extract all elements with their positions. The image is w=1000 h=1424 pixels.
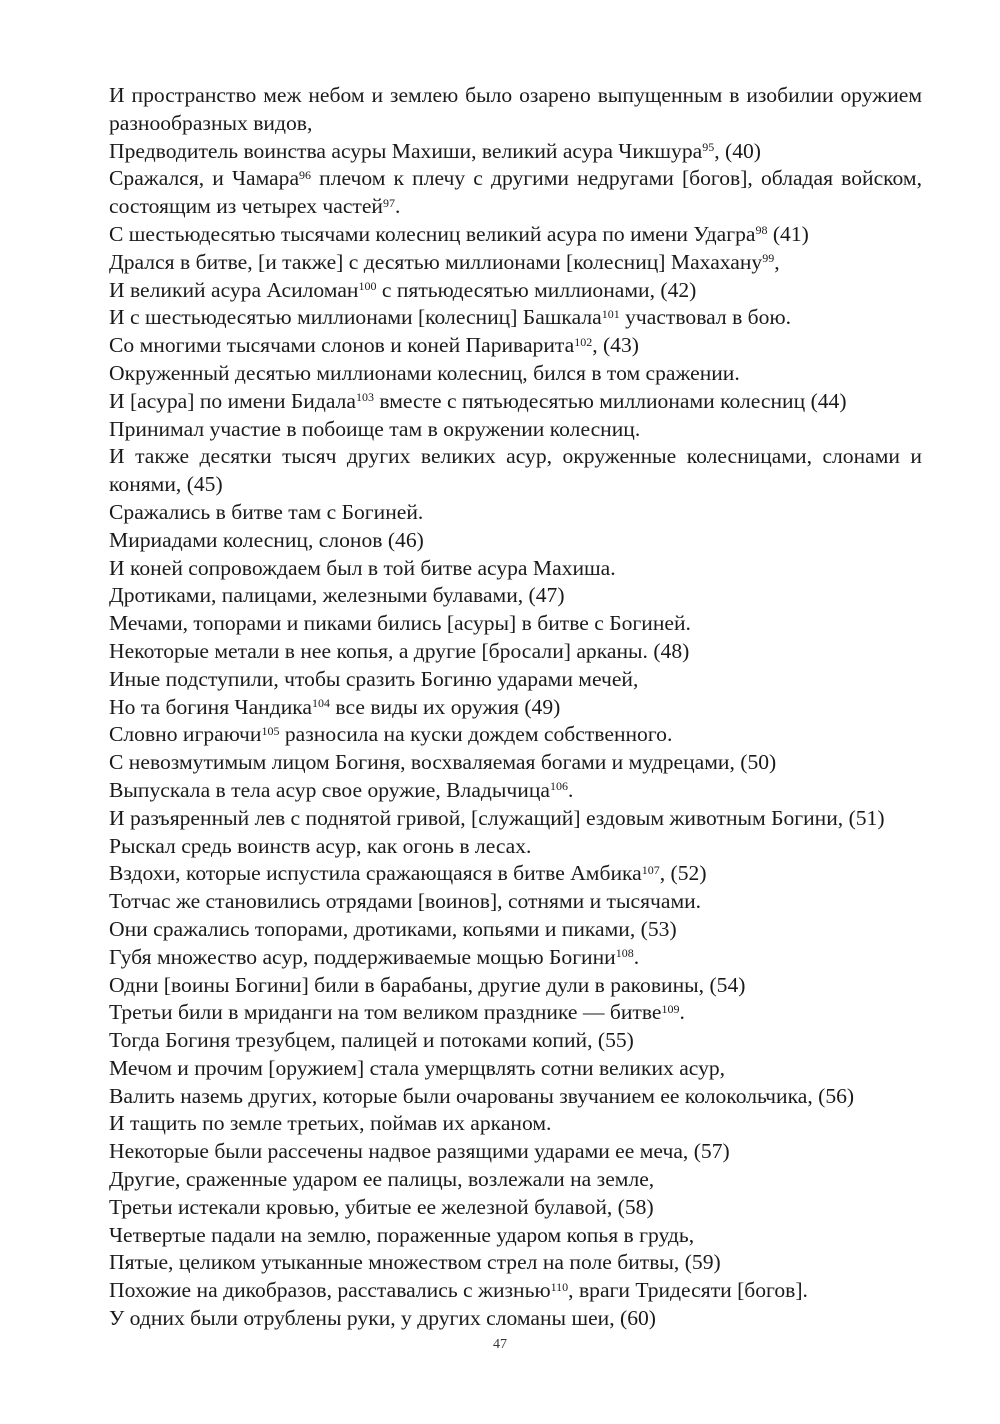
verse-line-text: Некоторые были рассечены надвое разящими ударами ее меча, (57) [109, 1139, 730, 1164]
verse-line-text: Тогда Богиня трезубцем, палицей и потоками копий, (55) [109, 1028, 634, 1053]
footnote-marker: 107 [641, 862, 660, 877]
verse-line-text: Словно играючи [109, 722, 262, 747]
verse-line-text: Мечами, топорами и пиками бились [асуры] в битве с Богиней. [109, 611, 691, 636]
verse-line-text: Сражались в битве там с Богиней. [109, 499, 424, 524]
footnote-marker: 110 [550, 1279, 569, 1294]
footnote-marker: 95 [702, 140, 715, 154]
verse-line-text-tail: , (52) [659, 861, 707, 886]
footnote-marker: 105 [261, 723, 280, 738]
verse-line-text: У одних были отрублены руки, у других сломаны шеи, (60) [109, 1306, 656, 1331]
footnote-marker: 102 [574, 334, 593, 349]
footnote-marker: 108 [615, 946, 634, 961]
verse-line [109, 527, 922, 555]
verse-line [109, 277, 922, 305]
verse-line [109, 582, 922, 610]
verse-line-text: Выпускала в тела асур свое оружие, Владычица [109, 777, 550, 802]
footnote-marker: 100 [358, 278, 377, 293]
verse-line-text-tail: . [679, 1000, 685, 1025]
verse-line [109, 694, 922, 722]
verse-line [109, 1138, 922, 1166]
verse-line [109, 1277, 922, 1305]
verse-line-text: Сражался, и Чамара [109, 166, 300, 191]
footnote-marker: 106 [549, 779, 568, 794]
verse-line [109, 443, 922, 499]
footnote-marker: 109 [661, 1001, 680, 1016]
verse-line-text: И [асура] по имени Бидала [109, 388, 356, 413]
verse-line [109, 999, 922, 1027]
verse-line-text: Вздохи, которые испустила сражающаяся в битве Амбика [109, 861, 642, 886]
verse-line [109, 805, 922, 833]
verse-line-text-tail: вместе с пятьюдесятью миллионами колесниц (44) [373, 388, 847, 413]
verse-line [109, 1027, 922, 1055]
verse-line [109, 777, 922, 805]
verse-line [109, 555, 922, 583]
verse-line-text-tail: все виды их оружия (49) [330, 694, 561, 719]
verse-line [109, 138, 922, 166]
verse-line [109, 1222, 922, 1250]
verse-line-text: Четвертые падали на землю, пораженные ударом копья в грудь, [109, 1222, 695, 1247]
verse-line-text: Похожие на дикобразов, расставались с жизнью [109, 1278, 551, 1303]
footnote-marker: 98 [755, 223, 768, 238]
verse-line-text: Некоторые метали в нее копья, а другие [бросали] арканы. (48) [109, 638, 690, 663]
verse-line-text-tail: , враги Тридесяти [богов]. [568, 1278, 808, 1303]
verse-line-text: Другие, сраженные ударом ее палицы, возлежали на земле, [109, 1167, 655, 1192]
verse-line [109, 165, 922, 221]
verse-line-text: Принимал участие в побоище там в окружении колесниц. [109, 416, 641, 441]
verse-line [109, 721, 922, 749]
verse-line-text: Одни [воины Богини] били в барабаны, другие дули в раковины, (54) [109, 972, 746, 997]
verse-line-text: Валить наземь других, которые были очарованы звучанием ее колокольчика, (56) [109, 1083, 855, 1108]
verse-line-text-tail: участвовал в бою. [619, 305, 791, 330]
verse-line [109, 249, 922, 277]
footnote-marker: 103 [355, 390, 374, 405]
verse-line-text: Иные подступили, чтобы сразить Богиню ударами мечей, [109, 666, 639, 691]
verse-line-text: Мириадами колесниц, слонов (46) [109, 527, 424, 552]
verse-line-text: Предводитель воинства асуры Махиши, великий асура Чикшура [109, 138, 703, 163]
verse-line [109, 638, 922, 666]
footnote-marker: 97 [383, 195, 395, 210]
verse-line [109, 749, 922, 777]
verse-line [109, 388, 922, 416]
verse-line-text: Губя множество асур, поддерживаемые мощью Богини [109, 944, 616, 969]
footnote-marker: 96 [299, 167, 312, 182]
verse-line-text: Тотчас же становились отрядами [воинов], сотнями и тысячами. [109, 889, 702, 914]
verse-line-text: Дрался в битве, [и также] с десятью миллионами [колесниц] Махахану [109, 249, 763, 274]
verse-line-text: Мечом и прочим [оружием] стала умерщвлять сотни великих асур, [109, 1055, 726, 1080]
verse-line-text: И также десятки тысяч других великих асур, окруженные колесницами, слонами и конями, (45) [109, 444, 922, 497]
verse-line [109, 1305, 922, 1333]
verse-line-text: Окруженный десятью миллионами колесниц, бился в том сражении. [109, 360, 740, 385]
verse-line [109, 82, 922, 138]
verse-line-text-tail: плечом к плечу с другими недругами [богов], обладая войском, состоящим из четырех частей [109, 166, 922, 219]
verse-line-text: И тащить по земле третьих, поймав их арканом. [109, 1111, 552, 1136]
footnote-marker: 104 [312, 695, 331, 710]
verse-line-text: Но та богиня Чандика [109, 694, 313, 719]
verse-line [109, 1110, 922, 1138]
verse-line [109, 972, 922, 1000]
verse-line [109, 1194, 922, 1222]
verse-line-text-tail: (41) [767, 221, 809, 246]
verse-line-text: И разъяренный лев с поднятой гривой, [служащий] ездовым животным Богини, (51) [109, 805, 885, 830]
verse-line-text-tail: , (40) [714, 138, 761, 163]
verse-line-text: Дротиками, палицами, железными булавами, (47) [109, 583, 565, 608]
verse-text-block [109, 82, 922, 1333]
verse-line-text-tail: . [567, 777, 574, 802]
verse-line-text: С невозмутимым лицом Богиня, восхваляемая богами и мудрецами, (50) [109, 750, 777, 775]
verse-line [109, 221, 922, 249]
verse-line [109, 1055, 922, 1083]
verse-line-text: Рыскал средь воинств асур, как огонь в лесах. [109, 833, 532, 858]
verse-line [109, 888, 922, 916]
verse-line-text: Пятые, целиком утыканные множеством стрел на поле битвы, (59) [109, 1250, 721, 1275]
verse-line [109, 360, 922, 388]
verse-line [109, 860, 922, 888]
footnote-marker: 101 [601, 306, 620, 321]
verse-line [109, 833, 922, 861]
verse-line-text: И великий асура Асиломан [109, 277, 359, 302]
verse-line [109, 304, 922, 332]
verse-line-text: С шестьюдесятью тысячами колесниц великий асура по имени Удагра [109, 221, 756, 246]
verse-line-text-tail: . [395, 194, 401, 219]
verse-line-text-tail: разносила на куски дождем собственного. [279, 722, 673, 747]
verse-line-text: Третьи били в мриданги на том великом празднике — битве [109, 1000, 662, 1025]
verse-line-text: И коней сопровождаем был в той битве асура Махиша. [109, 555, 616, 580]
verse-line [109, 1249, 922, 1277]
verse-line [109, 332, 922, 360]
footnote-marker: 99 [762, 251, 775, 266]
verse-line [109, 916, 922, 944]
verse-line-text: И пространство меж небом и землею было озарено выпущенным в изобилии оружием разнообразных видов, [109, 83, 922, 135]
verse-line [109, 666, 922, 694]
page-number: 47 [493, 1337, 507, 1352]
verse-line [109, 1166, 922, 1194]
verse-line-text-tail: . [633, 944, 640, 969]
verse-line [109, 610, 922, 638]
verse-line-text: Они сражались топорами, дротиками, копьями и пиками, (53) [109, 916, 677, 941]
verse-line-text: И с шестьюдесятью миллионами [колесниц] Башкала [109, 305, 602, 330]
verse-line-text-tail: , (43) [592, 333, 639, 358]
verse-line-text: Третьи истекали кровью, убитые ее железной булавой, (58) [109, 1194, 654, 1219]
verse-line-text-tail: , [774, 249, 780, 274]
verse-line [109, 944, 922, 972]
verse-line [109, 1083, 922, 1111]
verse-line-text: Со многими тысячами слонов и коней Париварита [109, 333, 575, 358]
verse-line [109, 499, 922, 527]
verse-line-text-tail: с пятьюдесятью миллионами, (42) [376, 277, 697, 302]
verse-line [109, 416, 922, 444]
